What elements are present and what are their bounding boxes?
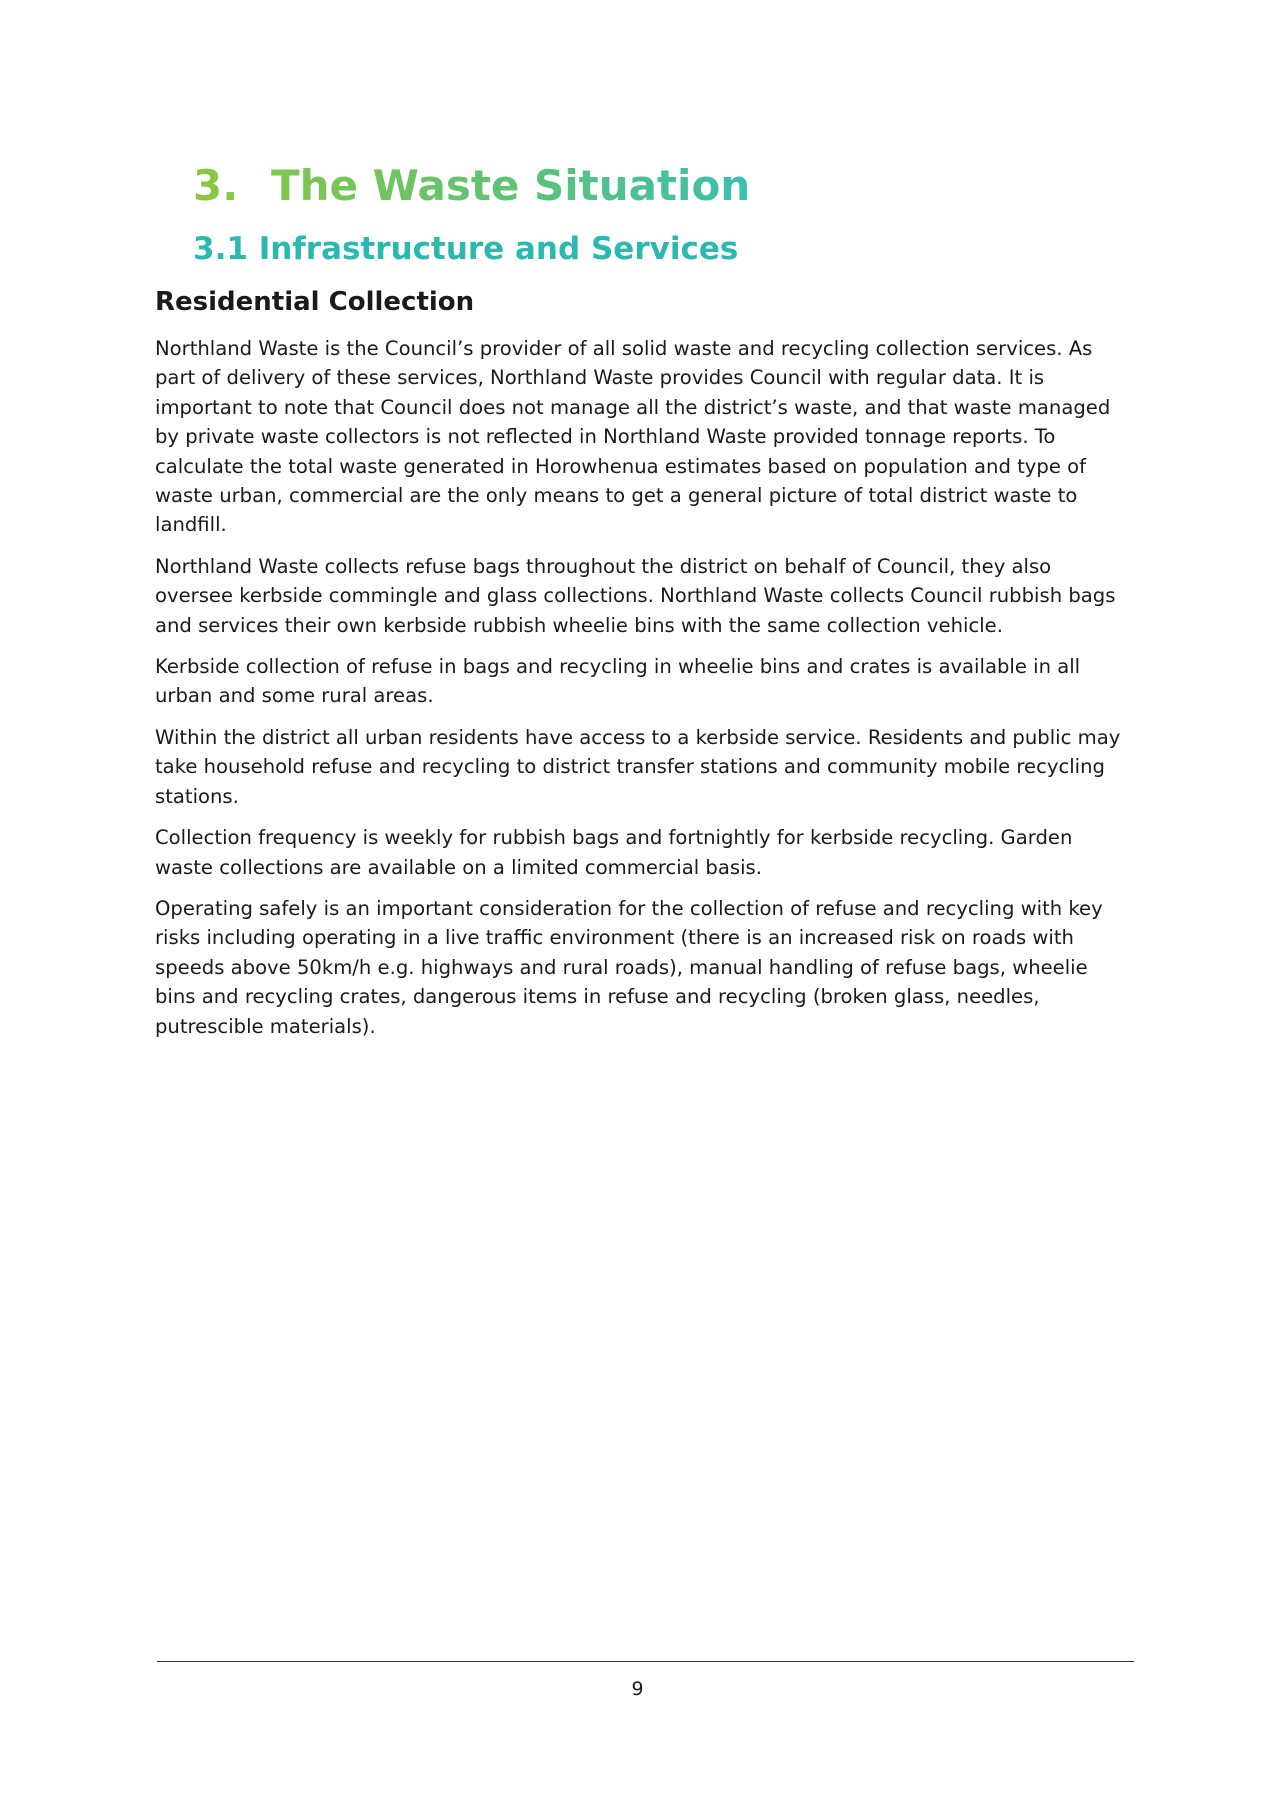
- body-text: [155, 334, 1125, 1053]
- section-number: 3.: [193, 161, 239, 210]
- section-heading: [193, 158, 750, 214]
- section-title: The Waste Situation: [271, 161, 751, 210]
- footer-divider: [157, 1661, 1134, 1662]
- paragraph: Northland Waste is the Council’s provider of all solid waste and recycling collection services. As part of delivery of these services, Northland Waste provides Council with regular data. It is important to note that Council does not manage all the district’s waste, and that waste managed by private waste collectors is not reflected in Northland Waste provided tonnage reports. To calculate the total waste generated in Horowhenua estimates based on population and type of waste urban, commercial are the only means to get a general picture of total district waste to landfill.: [155, 337, 1111, 537]
- paragraph: Within the district all urban residents have access to a kerbside service. Residents and public may take household refuse and recycling to district transfer stations and community mobile recycling stations.: [155, 725, 1121, 808]
- subsection-heading: 3.1 Infrastructure and Services: [193, 231, 739, 267]
- paragraph: Northland Waste collects refuse bags throughout the district on behalf of Council, they also oversee kerbside commingle and glass collections. Northland Waste collects Council rubbish bags and services their own kerbside rubbish wheelie bins with the same collection vehicle.: [155, 554, 1116, 637]
- paragraph: Kerbside collection of refuse in bags and recycling in wheelie bins and crates is available in all urban and some rural areas.: [155, 655, 1081, 708]
- topic-heading: Residential Collection: [155, 287, 475, 317]
- paragraph: Collection frequency is weekly for rubbish bags and fortnightly for kerbside recycling. Garden waste collections are available on a limited commercial basis.: [155, 826, 1073, 879]
- page-number: 9: [631, 1678, 644, 1700]
- paragraph: Operating safely is an important consideration for the collection of refuse and recycling with key risks including operating in a live traffic environment (there is an increased risk on roads with speeds above 50km/h e.g. highways and rural roads), manual handling of refuse bags, wheelie bins and recycling crates, dangerous items in refuse and recycling (broken glass, needles, putrescible materials).: [155, 896, 1103, 1038]
